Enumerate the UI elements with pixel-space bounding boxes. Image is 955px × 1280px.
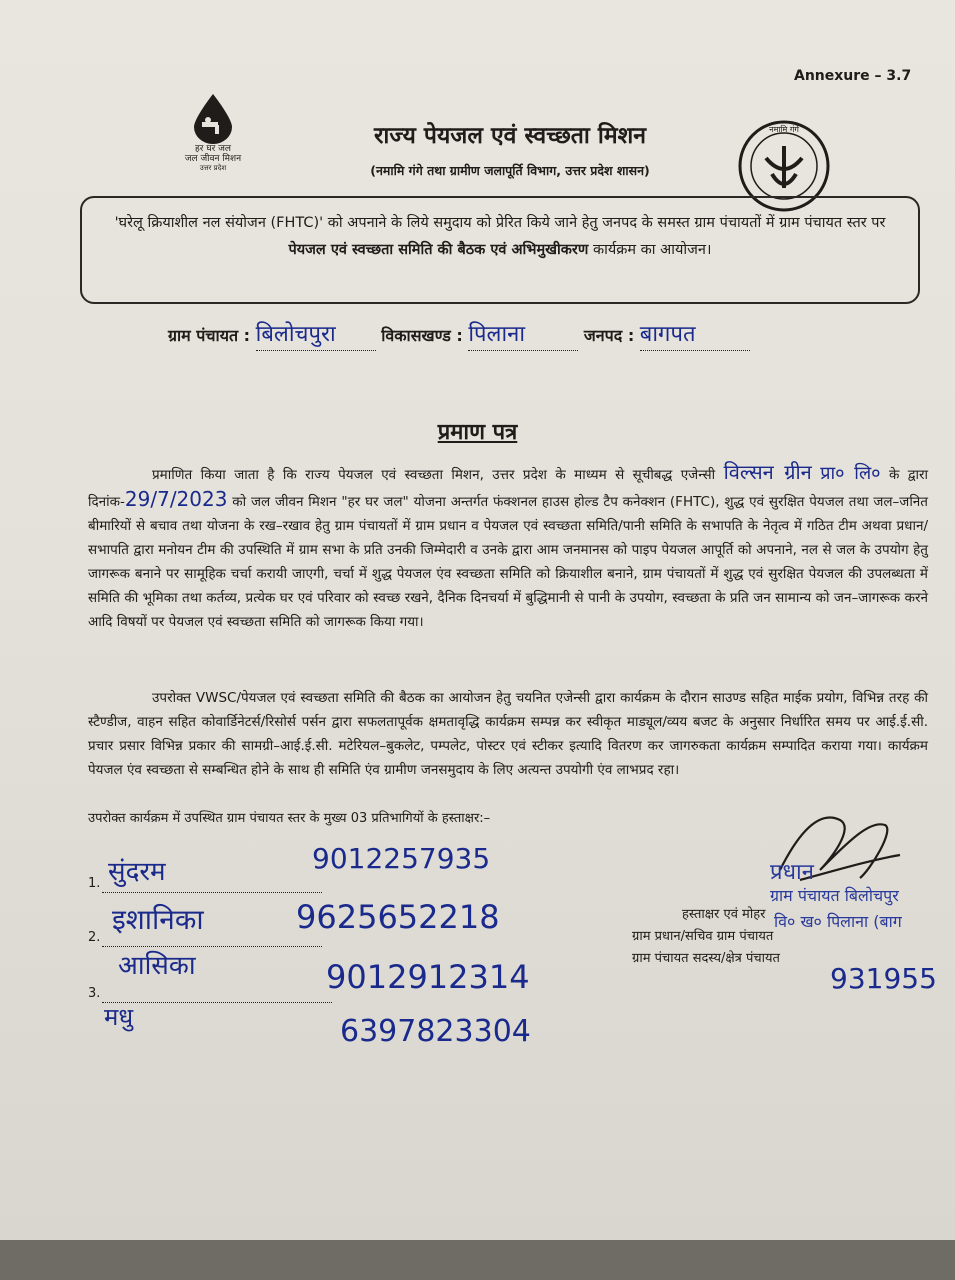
participant-3-name: मधु [104, 1003, 134, 1031]
page-title: राज्य पेयजल एवं स्वच्छता मिशन [374, 123, 646, 149]
participant-3-number: 3. [88, 986, 101, 1001]
participant-1-number: 1. [88, 876, 101, 891]
p1-text-b: के द्वारा दिनांक- [88, 467, 928, 510]
headline-part2: कार्यक्रम का आयोजन। [588, 242, 712, 258]
stamp-gram-panchayat: ग्राम पंचायत बिलोचपुर [770, 886, 899, 905]
headline-part1: 'घरेलू क्रियाशील नल संयोजन (FHTC)' को अपनाने के लिये समुदाय को प्रेरित किये जाने हेतु जनपद के समस्त ग्राम पंचायतों में ग्राम पंचायत स्तर पर [114, 215, 886, 231]
participant-3-line [102, 1002, 332, 1003]
participant-1-name: सुंदरम [108, 857, 166, 887]
logo-line2: जल जीवन मिशन [184, 154, 242, 164]
janpad-label: जनपद : [583, 326, 635, 345]
participant-3-phone-2: 6397823304 [340, 1014, 531, 1049]
janpad-value: बागपत [639, 322, 696, 347]
agency-handwritten-2: प्रा० लि० [820, 463, 881, 484]
stamp-pradhan: प्रधान [770, 860, 814, 885]
participant-1-phone: 9012257935 [312, 842, 491, 875]
vikaskhand-value: पिलाना [468, 322, 526, 347]
p1-text-c: को जल जीवन मिशन "हर घर जल" योजना अन्तर्गत फंक्शनल हाउस होल्ड टैप कनेक्शन (FHTC), शुद्ध एवं सुरक्षित पेयजल तथा जल–जनित बीमारियों से बचाव तथा योजना के रख–रखाव हेतु ग्राम पंचायतों में ग्राम प्रधान व पेयजल एवं स्वच्छता समिति/पानी समिति के सभापति के नेतृत्व में गठित टीम अथवा प्रधान/सभापति द्वारा मनोयन टीम की उपस्थिति में ग्राम सभा के प्रति उनकी जिम्मेदारी व उनके द्वारा आम जनमानस को पाइप पेयजल आपूर्ति को अपनाने, नल से जल के उपयोग हेतु जागरूक बनाने पर सामूहिक चर्चा करायी जाएगी, चर्चा में शुद्ध पेयजल एंव स्वच्छता समिति को क्रियाशील बनाने, ग्राम पंचायतों में शुद्ध एवं सुरक्षित पेयजल की उपलब्धता में समिति की भूमिका तथा कर्तव्य, प्रत्येक घर एवं परिवार को स्वच्छ रखने, दैनिक दिनचर्या में बुद्धिमानी से पानी के उपयोग, स्वच्छता के प्रति जन सामान्य को जन–जागरूक करने आदि विषयों पर पेयजल एवं स्वच्छता समिति को जागरूक किया गया। [88, 494, 928, 630]
annexure-label: Annexure – 3.7 [794, 68, 912, 84]
signatory-designation: ग्राम प्रधान/सचिव ग्राम पंचायत [632, 929, 774, 944]
water-drop-icon [188, 92, 238, 144]
certificate-paragraph-1 [88, 460, 928, 634]
date-handwritten: 29/7/2023 [124, 487, 228, 511]
signatory-block [632, 904, 780, 970]
participants-intro: उपरोक्त कार्यक्रम में उपस्थित ग्राम पंचायत स्तर के मुख्य 03 प्रतिभागियों के हस्ताक्षर:– [88, 811, 491, 826]
gram-panchayat-label: ग्राम पंचायत : [168, 326, 251, 345]
headline-highlight: पेयजल एवं स्वच्छता समिति की बैठक एवं अभिमुखीकरण [288, 242, 589, 258]
program-headline-box [80, 196, 920, 304]
vikaskhand-field [468, 318, 578, 351]
participant-2-number: 2. [88, 930, 101, 945]
signature-seal-label: हस्ताक्षर एवं मोहर [682, 907, 766, 922]
participant-3-phone: 9012912314 [326, 958, 530, 996]
gram-panchayat-field [256, 318, 376, 351]
logo-line3: उत्तर प्रदेश [199, 164, 227, 172]
seal-text: नमामि गंगे [769, 125, 799, 134]
logo-line1: हर घर जल [195, 144, 231, 154]
participant-2-name-2: आसिका [118, 951, 196, 981]
agency-handwritten: विल्सन ग्रीन [723, 460, 812, 484]
janpad-field [640, 318, 750, 351]
har-ghar-jal-logo [168, 92, 258, 172]
signatory-phone: 931955 [830, 962, 937, 995]
location-fields [168, 318, 750, 351]
page-subtitle: (नमामि गंगे तथा ग्रामीण जलापूर्ति विभाग, उत्तर प्रदेश शासन) [370, 163, 650, 178]
participant-2-name: इशानिका [112, 903, 204, 936]
vikaskhand-label: विकासखण्ड : [381, 326, 463, 345]
stamp-block: वि० ख० पिलाना (बाग [774, 912, 902, 931]
participant-2-phone: 9625652218 [296, 898, 500, 936]
p1-text-a: प्रमाणित किया जाता है कि राज्य पेयजल एवं स्वच्छता मिशन, उत्तर प्रदेश के माध्यम से सूचीबद्ध एजेन्सी [152, 467, 716, 483]
signatory-member: ग्राम पंचायत सदस्य/क्षेत्र पंचायत [632, 951, 780, 966]
p2-text: उपरोक्त VWSC/पेयजल एवं स्वच्छता समिति की बैठक का आयोजन हेतु चयनित एजेन्सी द्वारा कार्यक्रम के दौरान साउण्ड सहित माईक प्रयोग, विभिन्न तरह की स्टैण्डीज, वाहन सहित कोवार्डिनेटर्स/रिसोर्स पर्सन द्वारा सफलतापूर्वक क्षमतावृद्धि कार्यक्रम सम्पन्न कर स्वीकृत माड्यूल/व्यय बजट के अनुसार निर्धारित समय पर आई.ई.सी. प्रचार प्रसार विभिन्न प्रकार की सामग्री–आई.ई.सी. मटेरियल–बुकलेट, पम्पलेट, पोस्टर एवं स्टीकर इत्यादि वितरण कर जागरुकता कार्यक्रम सम्पादित कराया गया। कार्यक्रम पेयजल एंव स्वच्छता से सम्बन्धित होने के साथ ही समिति एंव ग्रामीण जनसमुदाय के लिए अत्यन्त उपयोगी एंव लाभप्रद रहा। [88, 690, 928, 778]
certificate-paragraph-2 [88, 686, 928, 782]
gram-panchayat-value: बिलोचपुरा [255, 322, 336, 347]
certificate-heading: प्रमाण पत्र [437, 420, 518, 445]
participant-1-line [102, 892, 322, 893]
